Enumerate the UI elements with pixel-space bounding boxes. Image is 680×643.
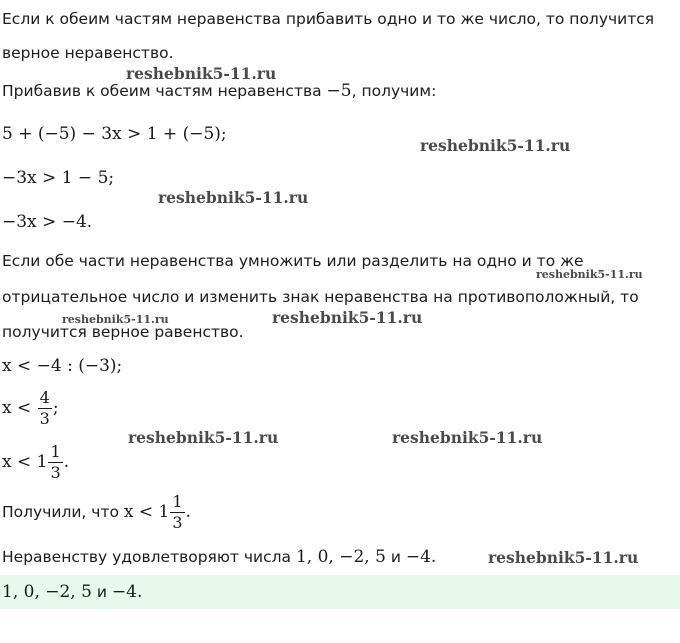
paragraph-1-line-1: Если к обеим частям неравенства прибавить одно и то же число, то получится [2,10,655,28]
equation-2: −3x > 1 − 5; [2,168,115,188]
equation-3: −3x > −4. [2,212,93,232]
equation-5-end: ; [52,398,59,418]
fraction [48,444,62,481]
watermark: reshebnik5-11.ru [420,136,571,155]
watermark: reshebnik5-11.ru [62,313,169,326]
watermark: reshebnik5-11.ru [488,548,639,567]
watermark: reshebnik5-11.ru [272,308,423,327]
answer-numbers: 1, 0, −2, 5 [2,582,92,602]
fraction-numerator: 1 [172,492,183,511]
paragraph-2-text-end: , получим: [351,82,437,100]
fraction [38,390,52,427]
paragraph-5-numbers: 1, 0, −2, 5 [295,547,386,567]
paragraph-5 [2,546,436,568]
paragraph-4-text: Получили, что [2,503,124,521]
watermark: reshebnik5-11.ru [158,188,309,207]
fraction-numerator: 4 [39,388,50,407]
paragraph-2-text: Прибавив к обеим частям неравенства [2,82,327,100]
answer-text [2,580,142,604]
paragraph-1-line-2: верное неравенство. [2,44,174,62]
equation-6-lhs: x < 1 [2,452,48,472]
equation-4: x < −4 : (−3); [2,356,123,376]
watermark: reshebnik5-11.ru [536,268,643,281]
paragraph-5-text: Неравенству удовлетворяют числа [2,548,296,566]
paragraph-5-conjunction: и [385,548,406,566]
fraction-denominator: 3 [50,463,61,482]
watermark: reshebnik5-11.ru [128,428,279,447]
answer-box [0,575,680,609]
fraction-numerator: 1 [50,442,61,461]
paragraph-4 [2,492,191,532]
paragraph-3-line-3: получится верное равенство. [2,323,244,341]
watermark: reshebnik5-11.ru [392,428,543,447]
paragraph-5-number: −4 [405,547,431,567]
paragraph-4-math: x < 1 [123,502,170,522]
fraction-denominator: 3 [172,513,183,532]
answer-conjunction: и [91,583,112,601]
answer-end: . [136,582,143,602]
fraction [170,494,184,531]
equation-5 [2,390,59,427]
paragraph-4-end: . [185,502,191,522]
paragraph-5-end: . [430,547,437,567]
answer-number: −4 [111,582,137,602]
watermark: reshebnik5-11.ru [126,64,277,83]
paragraph-2-number: −5 [326,81,352,101]
paragraph-2 [2,80,436,102]
equation-1: 5 + (−5) − 3x > 1 + (−5); [2,124,227,144]
fraction-denominator: 3 [39,409,50,428]
equation-6-end: . [63,452,70,472]
equation-6 [2,444,69,481]
paragraph-3-line-1: Если обе части неравенства умножить или разделить на одно и то же [2,252,584,270]
equation-5-lhs: x < [2,398,32,418]
paragraph-3-line-2: отрицательное число и изменить знак неравенства на противоположный, то [2,288,639,306]
